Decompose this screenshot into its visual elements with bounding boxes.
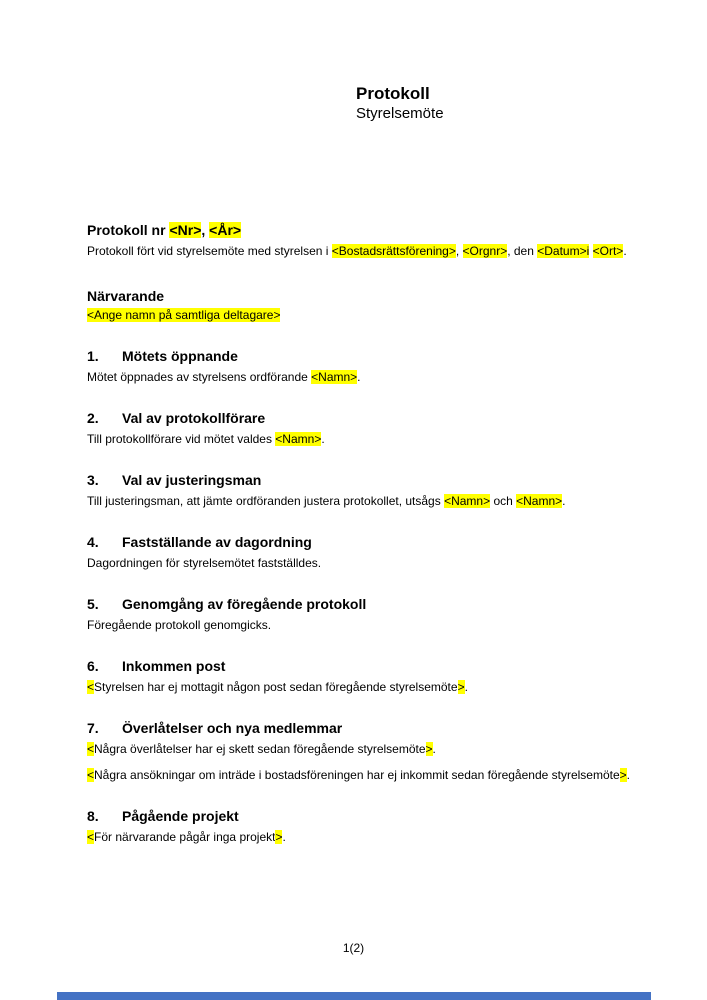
text-run: . xyxy=(464,680,468,694)
section-title: Mötets öppnande xyxy=(122,348,238,364)
protocol-section xyxy=(87,807,643,846)
section-paragraph xyxy=(87,369,643,386)
section-number: 4. xyxy=(87,534,99,550)
document-title: Protokoll xyxy=(356,84,430,103)
text-run: . xyxy=(432,742,436,756)
section-number: 1. xyxy=(87,348,99,364)
protocol-section xyxy=(87,409,643,448)
protocol-section xyxy=(87,657,643,696)
section-paragraph xyxy=(87,431,643,448)
placeholder-highlight: > xyxy=(275,830,283,844)
text-run: Protokoll nr xyxy=(87,222,170,238)
text-run: Till justeringsman, att jämte ordföranden justera protokollet, utsågs xyxy=(87,494,445,508)
section-number: 6. xyxy=(87,658,99,674)
placeholder-highlight: > xyxy=(425,742,433,756)
placeholder-highlight: <Namn> xyxy=(516,494,563,508)
text-run: . xyxy=(626,768,631,782)
section-number: 2. xyxy=(87,410,99,426)
protocol-section xyxy=(87,471,643,510)
section-number: 3. xyxy=(87,472,99,488)
section-paragraph xyxy=(87,767,643,784)
text-run: Styrelsen har ej mottagit någon post sedan föregående styrelsemöte xyxy=(94,680,458,694)
section-title: Val av justeringsman xyxy=(122,472,262,488)
sections-list xyxy=(87,347,643,846)
placeholder-highlight: <Orgnr> xyxy=(462,244,508,258)
text-run: Protokoll fört vid styrelsemöte med styrelsen i xyxy=(87,244,332,258)
section-title: Genomgång av föregående protokoll xyxy=(122,596,367,612)
intro-paragraph xyxy=(87,243,643,260)
text-run: . xyxy=(282,830,286,844)
section-paragraph xyxy=(87,555,643,572)
text-run: Några överlåtelser har ej skett sedan föregående styrelsemöte xyxy=(94,742,426,756)
bottom-accent-bar xyxy=(57,992,651,1000)
text-run: Några ansökningar om inträde i bostadsföreningen har ej inkommit sedan föregående styrelsemöte xyxy=(94,768,620,782)
placeholder-highlight: <Namn> xyxy=(311,370,358,384)
text-run: Föregående protokoll genomgicks. xyxy=(87,618,272,632)
section-heading xyxy=(87,657,643,675)
protocol-number-heading xyxy=(87,221,643,239)
text-run: . xyxy=(623,244,627,258)
section-heading xyxy=(87,409,643,427)
text-run: , xyxy=(455,244,463,258)
document-subtitle: Styrelsemöte xyxy=(356,105,444,122)
section-title: Inkommen post xyxy=(122,658,226,674)
text-run: För närvarande pågår inga projekt xyxy=(94,830,276,844)
section-title: Överlåtelser och nya medlemmar xyxy=(122,720,343,736)
section-number: 5. xyxy=(87,596,99,612)
text-run: . xyxy=(357,370,361,384)
placeholder-highlight: <Ange namn på samtliga deltagare> xyxy=(87,308,281,322)
placeholder-highlight: < xyxy=(87,680,95,694)
placeholder-highlight: < xyxy=(87,768,95,782)
placeholder-highlight: <År> xyxy=(209,222,242,238)
section-heading xyxy=(87,719,643,737)
placeholder-highlight: > xyxy=(457,680,465,694)
section-title: Val av protokollförare xyxy=(122,410,266,426)
section-heading xyxy=(87,347,643,365)
text-run: , den xyxy=(507,244,538,258)
protocol-section xyxy=(87,533,643,572)
placeholder-highlight: <Datum>i xyxy=(537,244,590,258)
attendees-heading: Närvarande xyxy=(87,288,165,304)
protocol-section xyxy=(87,347,643,386)
section-paragraph xyxy=(87,493,643,510)
section-title: Pågående projekt xyxy=(122,808,239,824)
section-heading xyxy=(87,595,643,613)
text-run: Till protokollförare vid mötet valdes xyxy=(87,432,276,446)
section-heading xyxy=(87,807,643,825)
document-header xyxy=(356,84,444,123)
placeholder-highlight: < xyxy=(87,830,95,844)
placeholder-highlight: > xyxy=(619,768,627,782)
page-number: 1(2) xyxy=(342,941,365,955)
text-run: , xyxy=(201,222,210,238)
section-paragraph xyxy=(87,829,643,846)
placeholder-highlight: < xyxy=(87,742,95,756)
section-paragraph xyxy=(87,617,643,634)
section-number: 8. xyxy=(87,808,99,824)
text-run: . xyxy=(562,494,566,508)
placeholder-highlight: <Nr> xyxy=(169,222,202,238)
document-body xyxy=(87,221,643,846)
text-run: och xyxy=(490,494,517,508)
text-run: . xyxy=(321,432,325,446)
section-heading xyxy=(87,533,643,551)
attendees-paragraph xyxy=(87,307,643,324)
placeholder-highlight: <Ort> xyxy=(592,244,624,258)
protocol-section xyxy=(87,595,643,634)
section-title: Fastställande av dagordning xyxy=(122,534,312,550)
protocol-section xyxy=(87,719,643,784)
placeholder-highlight: <Bostadsrättsförening> xyxy=(331,244,456,258)
text-run: Dagordningen för styrelsemötet fastställdes. xyxy=(87,556,322,570)
placeholder-highlight: <Namn> xyxy=(444,494,491,508)
section-paragraph xyxy=(87,741,643,758)
section-paragraph xyxy=(87,679,643,696)
page-footer xyxy=(0,941,707,956)
section-heading xyxy=(87,471,643,489)
placeholder-highlight: <Namn> xyxy=(275,432,322,446)
text-run: Mötet öppnades av styrelsens ordförande xyxy=(87,370,312,384)
section-number: 7. xyxy=(87,720,99,736)
